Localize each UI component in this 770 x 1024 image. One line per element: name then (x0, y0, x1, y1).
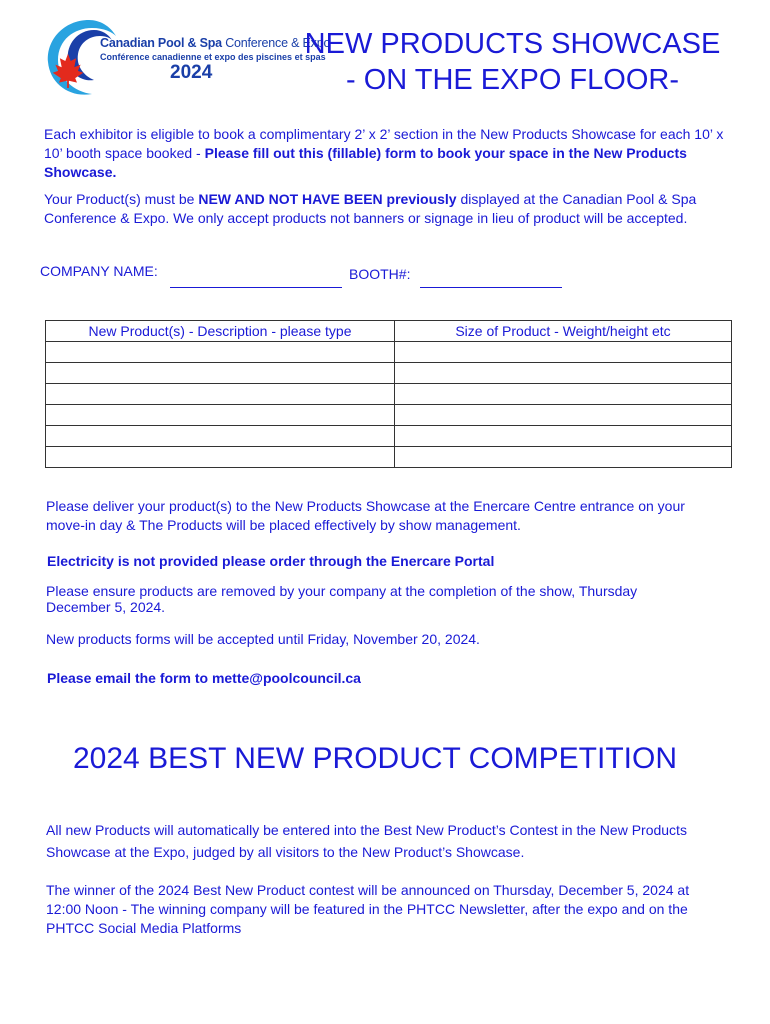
intro-paragraph (44, 125, 724, 182)
size-cell[interactable] (395, 342, 732, 363)
size-cell[interactable] (395, 426, 732, 447)
electricity-notice: Electricity is not provided please order through the Enercare Portal (47, 553, 495, 569)
requirement-post: displayed at the Canadian Pool & Spa Conference & Expo. We only accept products not banners or signage in lieu of product will be accepted. (44, 191, 697, 226)
table-row (46, 384, 732, 405)
logo-year: 2024 (170, 62, 213, 83)
table-header-row (46, 321, 732, 342)
description-cell[interactable] (46, 426, 395, 447)
company-name-field[interactable] (170, 287, 342, 288)
table-row (46, 426, 732, 447)
table-row (46, 447, 732, 468)
logo-french-name: Conférence canadienne et expo des piscines et spas (100, 52, 326, 62)
competition-winner-paragraph: The winner of the 2024 Best New Product contest will be announced on Thursday, December 5, 2024 at 12:00 Noon - The winning company will be featured in the PHTCC Newsletter, after the expo and on the PHTCC Social Media Platforms (46, 882, 690, 936)
description-cell[interactable] (46, 447, 395, 468)
email-instruction: Please email the form to mette@poolcouncil.ca (47, 670, 361, 686)
description-cell[interactable] (46, 342, 395, 363)
competition-title: 2024 BEST NEW PRODUCT COMPETITION (73, 742, 677, 775)
logo-conference-name: Canadian Pool & Spa Conference & Expo (100, 36, 331, 50)
deadline-paragraph: New products forms will be accepted until Friday, November 20, 2024. (46, 631, 480, 647)
size-cell[interactable] (395, 405, 732, 426)
intro-bold-text: Please fill out this (fillable) form to book your space in the New Products Showcase. (44, 145, 687, 180)
column-header-size: Size of Product - Weight/height etc (395, 321, 732, 342)
description-cell[interactable] (46, 363, 395, 384)
booth-number-field[interactable] (420, 287, 562, 288)
column-header-description: New Product(s) - Description - please type (46, 321, 395, 342)
requirement-bold: NEW AND NOT HAVE BEEN previously (198, 191, 457, 207)
description-cell[interactable] (46, 384, 395, 405)
page-title-line1: NEW PRODUCTS SHOWCASE (304, 28, 721, 60)
description-cell[interactable] (46, 405, 395, 426)
table-row (46, 342, 732, 363)
requirement-paragraph (44, 190, 704, 228)
size-cell[interactable] (395, 447, 732, 468)
table-row (46, 363, 732, 384)
size-cell[interactable] (395, 363, 732, 384)
products-table (45, 320, 732, 468)
delivery-paragraph: Please deliver your product(s) to the New Products Showcase at the Enercare Centre entrance on your move-in day & The Products will be placed effectively by show management. (46, 498, 685, 533)
table-row (46, 405, 732, 426)
page-title-line2: - ON THE EXPO FLOOR- (345, 64, 679, 96)
removal-paragraph: Please ensure products are removed by your company at the completion of the show, Thursday December 5, 2024. (46, 583, 638, 615)
intro-text: Each exhibitor is eligible to book a complimentary 2’ x 2’ section in the New Products Showcase for each 10’ x 10’ booth space booked - (44, 126, 724, 161)
booth-number-label: BOOTH#: (349, 266, 411, 282)
page-title (300, 26, 725, 98)
company-name-label: COMPANY NAME: (40, 263, 158, 279)
competition-entry-paragraph: All new Products will automatically be entered into the Best New Product’s Contest in the New Products Showcase at the Expo, judged by all visitors to the New Product’s Showcase. (46, 822, 687, 860)
size-cell[interactable] (395, 384, 732, 405)
requirement-pre: Your Product(s) must be (44, 191, 199, 207)
